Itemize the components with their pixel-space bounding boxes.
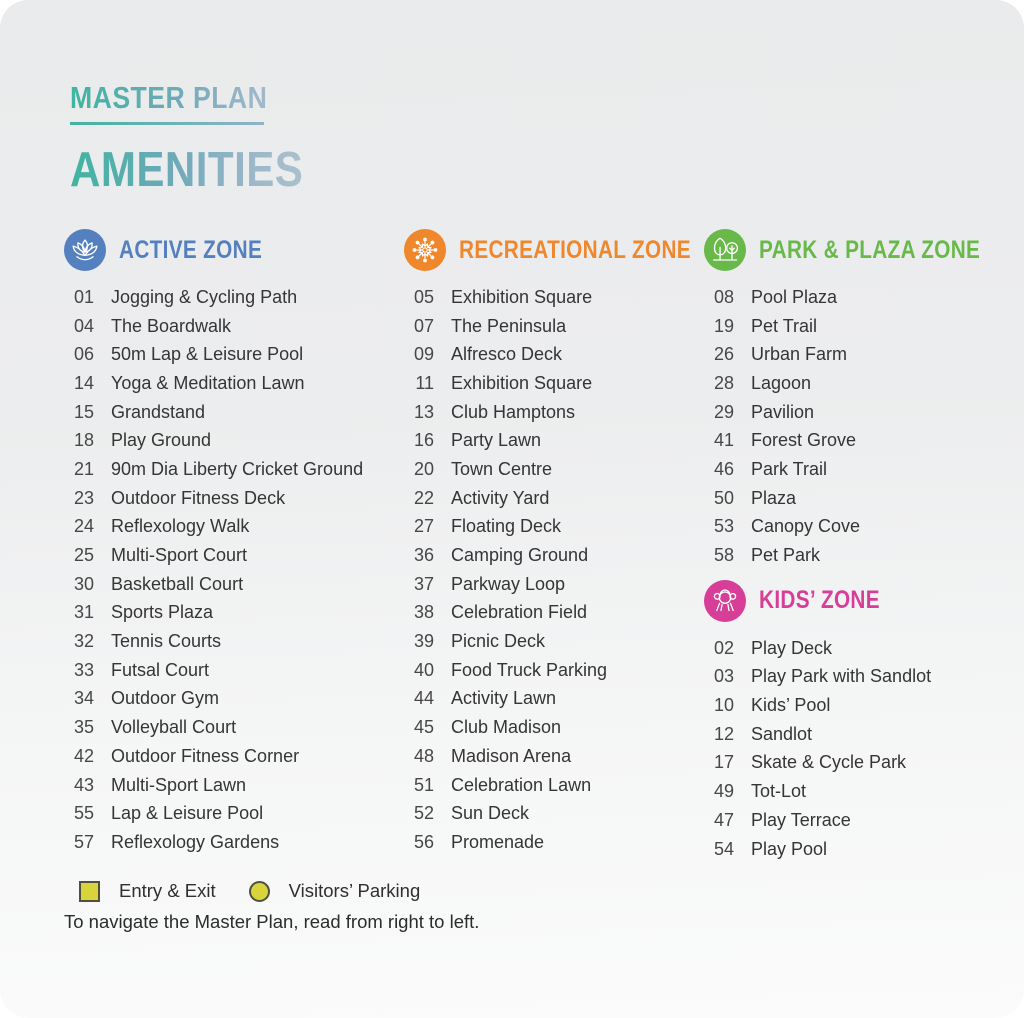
kids-zone-title: KIDS’ ZONE <box>759 586 880 615</box>
item-label: Camping Ground <box>451 545 589 566</box>
active-zone-section <box>64 228 412 857</box>
trees-icon <box>704 229 746 271</box>
item-number: 10 <box>713 695 734 716</box>
entry-exit-square-icon <box>79 881 100 902</box>
item-label: Promenade <box>451 831 545 852</box>
item-label: Tot-Lot <box>751 781 807 802</box>
item-label: Lap & Leisure Pool <box>111 803 264 824</box>
item-number: 05 <box>413 286 434 307</box>
navigation-note: To navigate the Master Plan, read from right to left. <box>64 911 480 932</box>
item-label: Multi-Sport Lawn <box>111 774 247 795</box>
list-item <box>64 799 412 828</box>
item-number: 24 <box>73 516 94 537</box>
item-label: Town Centre <box>451 458 553 479</box>
list-item <box>64 627 412 656</box>
list-item <box>404 369 706 398</box>
item-number: 53 <box>713 516 734 537</box>
item-label: Pavilion <box>751 401 815 422</box>
list-item <box>64 541 412 570</box>
list-item <box>704 777 1024 806</box>
item-label: Skate & Cycle Park <box>751 752 907 773</box>
list-item <box>64 369 412 398</box>
item-label: Play Pool <box>751 838 828 859</box>
list-item <box>64 599 412 628</box>
list-item <box>704 663 1024 692</box>
item-label: Plaza <box>751 487 797 508</box>
entry-exit-legend-item <box>79 880 216 902</box>
item-label: Floating Deck <box>451 516 562 537</box>
list-item <box>704 484 1024 513</box>
item-number: 49 <box>713 781 734 802</box>
list-item <box>704 455 1024 484</box>
list-item <box>64 742 412 771</box>
list-item <box>704 634 1024 663</box>
item-number: 39 <box>413 631 434 652</box>
item-label: Sun Deck <box>451 803 530 824</box>
list-item <box>404 771 706 800</box>
item-number: 35 <box>73 717 94 738</box>
item-number: 52 <box>413 803 434 824</box>
item-number: 25 <box>73 545 94 566</box>
item-label: Play Deck <box>751 637 833 658</box>
park-plaza-zone-title: PARK & PLAZA ZONE <box>759 235 981 264</box>
recreational-zone-header <box>404 228 706 272</box>
item-number: 51 <box>413 774 434 795</box>
park-plaza-zone-section <box>704 228 1024 570</box>
item-label: Jogging & Cycling Path <box>111 286 298 307</box>
item-number: 06 <box>73 344 94 365</box>
list-item <box>704 749 1024 778</box>
item-number: 56 <box>413 831 434 852</box>
list-item <box>704 806 1024 835</box>
item-number: 20 <box>413 458 434 479</box>
child-icon <box>704 580 746 622</box>
item-label: Yoga & Meditation Lawn <box>111 372 305 393</box>
item-label: The Peninsula <box>451 315 567 336</box>
item-number: 13 <box>413 401 434 422</box>
kids-zone-section <box>704 579 1024 864</box>
master-plan-label: MASTER PLAN <box>70 80 303 116</box>
item-number: 02 <box>713 637 734 658</box>
item-number: 42 <box>73 745 94 766</box>
item-label: Pool Plaza <box>751 286 838 307</box>
item-label: Pet Trail <box>751 315 818 336</box>
list-item <box>404 484 706 513</box>
lotus-icon <box>64 229 106 271</box>
item-number: 11 <box>415 372 434 393</box>
list-item <box>64 513 412 542</box>
list-item <box>64 340 412 369</box>
item-label: The Boardwalk <box>111 315 232 336</box>
item-label: Multi-Sport Court <box>111 545 248 566</box>
list-item <box>64 312 412 341</box>
item-number: 15 <box>73 401 94 422</box>
item-number: 32 <box>73 631 94 652</box>
item-label: Volleyball Court <box>111 717 237 738</box>
item-label: Reflexology Gardens <box>111 831 280 852</box>
item-number: 47 <box>713 809 734 830</box>
item-label: Club Hamptons <box>451 401 576 422</box>
item-label: Exhibition Square <box>451 372 593 393</box>
item-number: 22 <box>413 487 434 508</box>
list-item <box>404 828 706 857</box>
item-number: 04 <box>73 315 94 336</box>
item-number: 33 <box>73 659 94 680</box>
list-item <box>64 455 412 484</box>
active-zone-list <box>64 283 412 857</box>
active-zone-header <box>64 228 412 272</box>
park-plaza-zone-header <box>704 228 1024 272</box>
list-item <box>404 656 706 685</box>
item-number: 03 <box>713 666 734 687</box>
list-item <box>404 570 706 599</box>
list-item <box>404 513 706 542</box>
list-item <box>704 283 1024 312</box>
item-number: 28 <box>713 372 734 393</box>
list-item <box>704 312 1024 341</box>
legend <box>79 880 420 902</box>
active-zone-title: ACTIVE ZONE <box>119 235 263 264</box>
item-number: 19 <box>713 315 734 336</box>
item-number: 27 <box>413 516 434 537</box>
item-number: 38 <box>413 602 434 623</box>
item-label: Play Ground <box>111 430 212 451</box>
item-label: Outdoor Fitness Corner <box>111 745 300 766</box>
item-label: Sandlot <box>751 723 813 744</box>
item-label: Kids’ Pool <box>751 695 831 716</box>
list-item <box>64 426 412 455</box>
list-item <box>704 340 1024 369</box>
item-number: 30 <box>73 573 94 594</box>
item-number: 41 <box>713 430 734 451</box>
list-item <box>404 340 706 369</box>
item-number: 40 <box>413 659 434 680</box>
item-label: Urban Farm <box>751 344 848 365</box>
visitors-parking-legend-item <box>249 880 421 902</box>
list-item <box>64 713 412 742</box>
item-number: 55 <box>73 803 94 824</box>
visitors-parking-circle-icon <box>249 881 270 902</box>
item-label: Outdoor Gym <box>111 688 220 709</box>
item-number: 26 <box>713 344 734 365</box>
title-underline <box>70 122 264 125</box>
column-recreational <box>404 228 706 857</box>
item-number: 58 <box>713 545 734 566</box>
entry-exit-label: Entry & Exit <box>119 880 216 901</box>
item-label: Alfresco Deck <box>451 344 563 365</box>
list-item <box>404 599 706 628</box>
item-number: 08 <box>713 286 734 307</box>
column-active <box>64 228 412 857</box>
item-label: Park Trail <box>751 458 828 479</box>
item-number: 31 <box>73 602 94 623</box>
item-label: 90m Dia Liberty Cricket Ground <box>111 458 364 479</box>
list-item <box>64 828 412 857</box>
item-label: Forest Grove <box>751 430 857 451</box>
item-number: 18 <box>73 430 94 451</box>
list-item <box>404 742 706 771</box>
item-number: 57 <box>73 831 94 852</box>
item-label: Sports Plaza <box>111 602 214 623</box>
list-item <box>704 398 1024 427</box>
item-number: 14 <box>73 372 94 393</box>
item-number: 23 <box>73 487 94 508</box>
item-number: 01 <box>73 286 94 307</box>
item-label: Activity Lawn <box>451 688 557 709</box>
list-item <box>704 720 1024 749</box>
item-number: 07 <box>413 315 434 336</box>
item-label: Outdoor Fitness Deck <box>111 487 286 508</box>
item-label: Basketball Court <box>111 573 244 594</box>
item-number: 17 <box>713 752 734 773</box>
item-label: Reflexology Walk <box>111 516 250 537</box>
kids-zone-list <box>704 634 1024 864</box>
list-item <box>404 455 706 484</box>
item-number: 46 <box>713 458 734 479</box>
item-label: Madison Arena <box>451 745 572 766</box>
list-item <box>404 398 706 427</box>
item-number: 45 <box>413 717 434 738</box>
list-item <box>404 685 706 714</box>
list-item <box>64 398 412 427</box>
list-item <box>64 656 412 685</box>
list-item <box>704 691 1024 720</box>
visitors-parking-label: Visitors’ Parking <box>288 880 421 901</box>
item-number: 37 <box>413 573 434 594</box>
list-item <box>404 713 706 742</box>
item-label: Club Madison <box>451 717 562 738</box>
list-item <box>404 799 706 828</box>
item-number: 36 <box>413 545 434 566</box>
list-item <box>64 570 412 599</box>
item-label: Play Terrace <box>751 809 851 830</box>
list-item <box>64 685 412 714</box>
item-label: Play Park with Sandlot <box>751 666 932 687</box>
item-number: 54 <box>713 838 734 859</box>
item-number: 34 <box>73 688 94 709</box>
list-item <box>64 484 412 513</box>
item-label: Activity Yard <box>451 487 550 508</box>
list-item <box>404 541 706 570</box>
item-number: 29 <box>713 401 734 422</box>
item-number: 16 <box>413 430 434 451</box>
list-item <box>404 627 706 656</box>
item-label: Lagoon <box>751 372 812 393</box>
item-number: 44 <box>413 688 434 709</box>
item-label: Party Lawn <box>451 430 542 451</box>
recreational-zone-title: RECREATIONAL ZONE <box>459 235 691 264</box>
kids-zone-header <box>704 579 1024 623</box>
item-label: 50m Lap & Leisure Pool <box>111 344 304 365</box>
item-number: 21 <box>73 458 94 479</box>
park-plaza-zone-list <box>704 283 1024 570</box>
recreational-zone-section <box>404 228 706 857</box>
list-item <box>704 369 1024 398</box>
list-item <box>704 513 1024 542</box>
list-item <box>64 771 412 800</box>
item-label: Picnic Deck <box>451 631 546 652</box>
item-label: Futsal Court <box>111 659 210 680</box>
list-item <box>404 312 706 341</box>
list-item <box>704 835 1024 864</box>
page-header <box>70 80 341 198</box>
list-item <box>404 426 706 455</box>
column-park-kids <box>704 228 1024 863</box>
item-label: Celebration Lawn <box>451 774 592 795</box>
item-label: Pet Park <box>751 545 821 566</box>
community-circle-icon <box>404 229 446 271</box>
list-item <box>404 283 706 312</box>
recreational-zone-list <box>404 283 706 857</box>
page-title: AMENITIES <box>70 142 304 197</box>
item-label: Canopy Cove <box>751 516 861 537</box>
list-item <box>704 541 1024 570</box>
item-number: 48 <box>413 745 434 766</box>
list-item <box>704 426 1024 455</box>
item-label: Food Truck Parking <box>451 659 608 680</box>
item-number: 50 <box>713 487 734 508</box>
item-label: Exhibition Square <box>451 286 593 307</box>
item-number: 09 <box>413 344 434 365</box>
list-item <box>64 283 412 312</box>
item-label: Grandstand <box>111 401 206 422</box>
item-label: Parkway Loop <box>451 573 566 594</box>
item-label: Tennis Courts <box>111 631 222 652</box>
item-label: Celebration Field <box>451 602 588 623</box>
item-number: 12 <box>713 723 734 744</box>
item-number: 43 <box>73 774 94 795</box>
